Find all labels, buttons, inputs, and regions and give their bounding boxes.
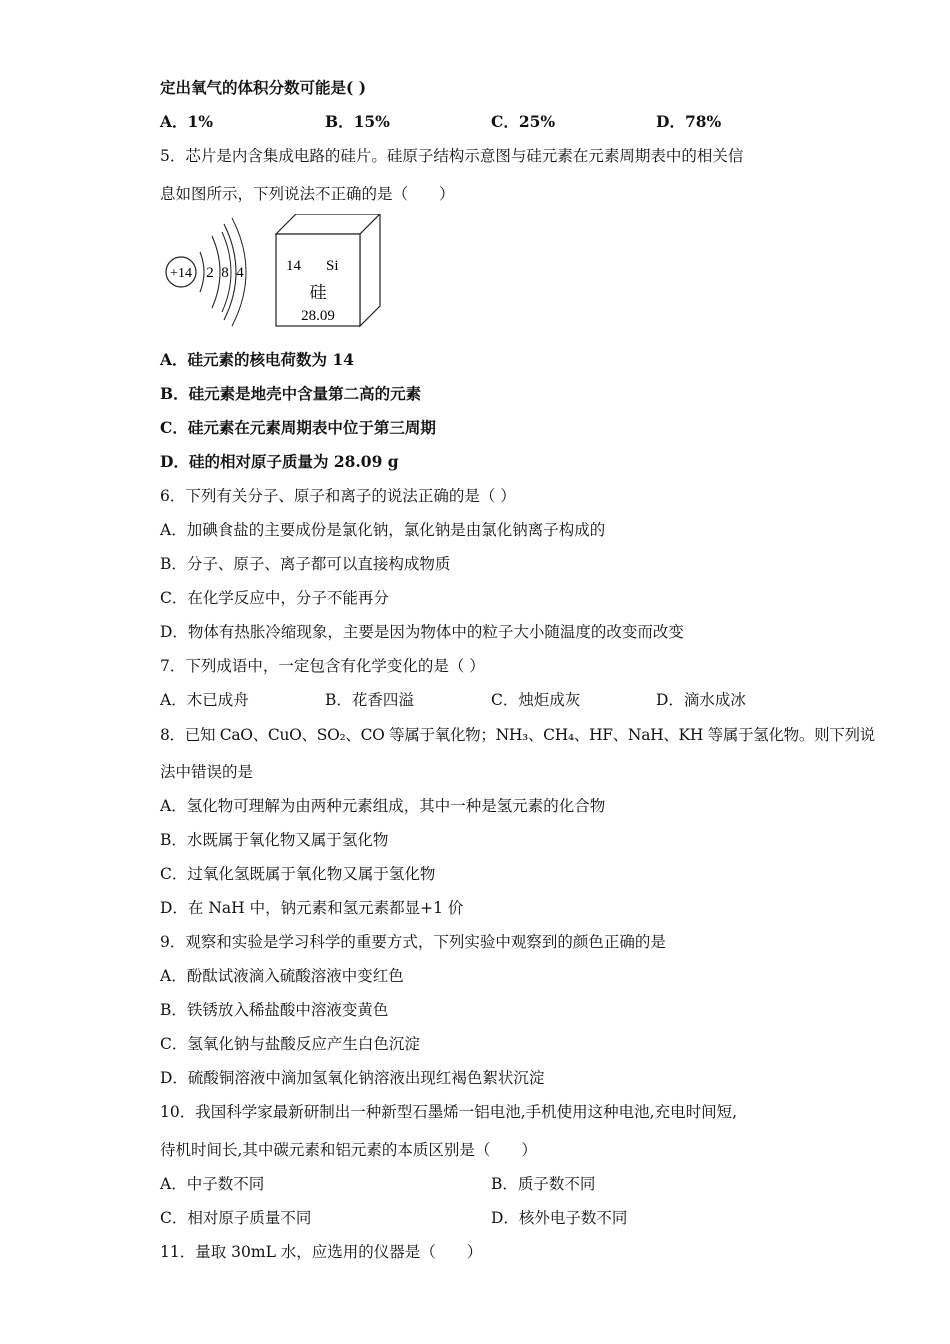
q9-option-a: A．酚酞试液滴入硫酸溶液中变红色 [160, 967, 404, 985]
q5-stem-line2: 息如图所示，下列说法不正确的是（ ） [160, 185, 455, 203]
q7-option-b: B．花香四溢 [325, 691, 414, 709]
shell-arc-1 [200, 252, 204, 292]
q5-option-a: A．硅元素的核电荷数为 14 [160, 350, 354, 369]
q10-stem-line1: 10．我国科学家最新研制出一种新型石墨烯一铝电池,手机使用这种电池,充电时间短, [160, 1103, 738, 1121]
element-symbol: Si [326, 258, 339, 274]
q6-option-d: D．物体有热胀冷缩现象，主要是因为物体中的粒子大小随温度的改变而改变 [160, 623, 684, 641]
q5-option-b: B．硅元素是地壳中含量第二高的元素 [160, 384, 422, 403]
q10-option-b: B．质子数不同 [491, 1175, 596, 1193]
q4-option-a: A．1% [160, 112, 214, 131]
q7-stem: 7．下列成语中，一定包含有化学变化的是（ ） [160, 657, 485, 675]
q6-stem: 6．下列有关分子、原子和离子的说法正确的是（ ） [160, 487, 516, 505]
q11-stem: 11．量取 30mL 水，应选用的仪器是（ ） [160, 1243, 483, 1261]
q5-stem-line1: 5．芯片是内含集成电路的硅片。硅原子结构示意图与硅元素在元素周期表中的相关信 [160, 147, 744, 165]
q8-option-c: C．过氧化氢既属于氧化物又属于氢化物 [160, 865, 436, 883]
q4-option-b: B．15% [325, 112, 390, 131]
q7-option-d: D．滴水成冰 [656, 691, 746, 709]
q8-option-d: D．在 NaH 中，钠元素和氢元素都显+1 价 [160, 899, 464, 917]
q10-option-c: C．相对原子质量不同 [160, 1209, 312, 1227]
q5-option-c: C．硅元素在元素周期表中位于第三周期 [160, 418, 436, 437]
atomic-mass: 28.09 [301, 308, 335, 324]
nucleus-charge: +14 [170, 266, 192, 281]
q6-option-b: B．分子、原子、离子都可以直接构成物质 [160, 555, 451, 573]
q9-stem: 9．观察和实验是学习科学的重要方式，下列实验中观察到的颜色正确的是 [160, 933, 666, 951]
q7-option-a: A．木已成舟 [160, 691, 249, 709]
q8-option-b: B．水既属于氧化物又属于氢化物 [160, 831, 389, 849]
q8-stem-line1: 8．已知 CaO、CuO、SO₂、CO 等属于氧化物；NH₃、CH₄、HF、NaH、KH 等属于氢化物。则下列说 [160, 726, 875, 744]
shell-electrons-1: 2 [206, 265, 214, 281]
q4-option-c: C．25% [491, 112, 556, 131]
q4-option-d: D．78% [656, 112, 722, 131]
q8-option-a: A．氢化物可理解为由两种元素组成，其中一种是氢元素的化合物 [160, 797, 606, 815]
shell-electrons-3: 4 [236, 265, 244, 281]
q4-stem-tail: 定出氧气的体积分数可能是( ) [160, 78, 367, 97]
q5-option-d: D．硅的相对原子质量为 28.09 g [160, 452, 399, 471]
q7-option-c: C．烛炬成灰 [491, 691, 581, 709]
q9-option-b: B．铁锈放入稀盐酸中溶液变黄色 [160, 1001, 389, 1019]
shell-electrons-2: 8 [221, 265, 229, 281]
element-name: 硅 [309, 283, 327, 302]
q10-stem-line2: 待机时间长,其中碳元素和铝元素的本质区别是（ ） [160, 1141, 537, 1159]
q6-option-a: A．加碘食盐的主要成份是氯化钠，氯化钠是由氯化钠离子构成的 [160, 521, 606, 539]
atomic-number: 14 [286, 258, 301, 274]
q8-stem-line2: 法中错误的是 [160, 763, 254, 781]
q10-option-a: A．中子数不同 [160, 1175, 265, 1193]
q6-option-c: C．在化学反应中，分子不能再分 [160, 589, 389, 607]
atom-structure-diagram [166, 218, 246, 326]
silicon-figure [160, 214, 390, 332]
q9-option-d: D．硫酸铜溶液中滴加氢氧化钠溶液出现红褐色絮状沉淀 [160, 1069, 545, 1087]
q9-option-c: C．氢氧化钠与盐酸反应产生白色沉淀 [160, 1035, 420, 1053]
q10-option-d: D．核外电子数不同 [491, 1209, 628, 1227]
periodic-table-cell [276, 214, 380, 326]
